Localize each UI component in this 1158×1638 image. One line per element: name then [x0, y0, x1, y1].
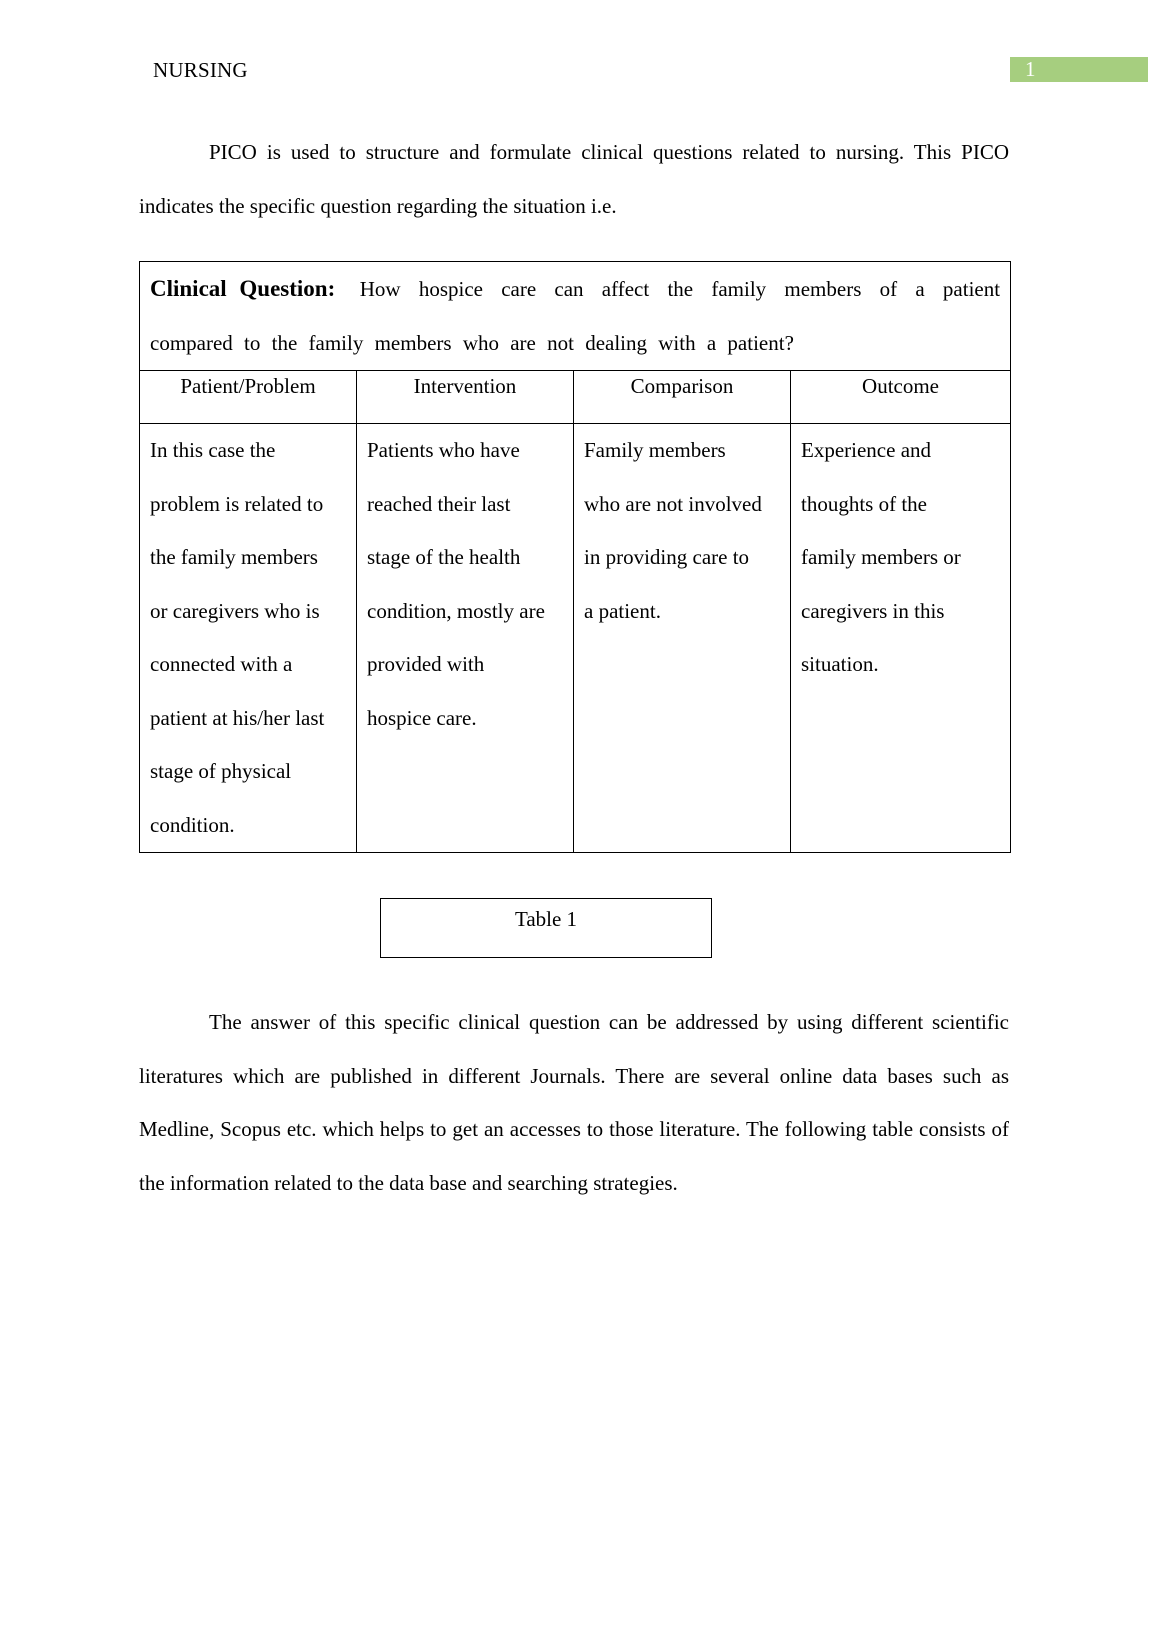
cell-line: family members or — [801, 545, 961, 569]
cell-line: situation. — [801, 652, 879, 676]
cell-line: stage of physical — [150, 759, 292, 783]
cell-line: hospice care. — [367, 705, 477, 730]
clinical-question-label: Clinical Question: — [150, 276, 336, 301]
cell-intervention — [357, 424, 574, 853]
column-header-outcome: Outcome — [791, 371, 1011, 424]
question-row — [140, 262, 1011, 371]
cell-patient-problem — [140, 424, 357, 853]
cell-outcome — [791, 424, 1011, 853]
clinical-question-text: How hospice care can affect the family members of a patient compared to the family members who are not dealing with a patient? — [150, 277, 1001, 355]
body-paragraph: The answer of this specific clinical question can be addressed by using different scientific literatures which are published in different Journals. There are several online data bases such as Medline, Scopus etc. which helps to get an accesses to those literature. The following table consists of the information related to the data base and searching strategies. — [139, 1010, 1009, 1195]
clinical-question-cell — [140, 262, 1011, 371]
cell-line: Family members — [584, 438, 726, 462]
column-header-intervention: Intervention — [357, 371, 574, 424]
column-header-comparison: Comparison — [574, 371, 791, 424]
content-row — [140, 424, 1011, 853]
cell-line: Patients who have — [367, 438, 520, 462]
table-caption: Table 1 — [380, 898, 712, 958]
cell-line: stage of the health — [367, 545, 521, 569]
cell-line: thoughts of the — [801, 491, 927, 516]
cell-line: in providing care to — [584, 545, 750, 569]
cell-line: reached their last — [367, 491, 511, 516]
pico-table — [139, 261, 1011, 853]
cell-line: who are not involved — [584, 491, 762, 516]
intro-paragraph: PICO is used to structure and formulate clinical questions related to nursing. This PICO indicates the specific question regarding the situation i.e. — [139, 140, 1009, 218]
cell-line: provided with — [367, 652, 485, 676]
cell-line: the family members — [150, 545, 318, 569]
cell-line: a patient. — [584, 598, 661, 623]
header-row — [140, 371, 1011, 424]
cell-comparison — [574, 424, 791, 853]
cell-line: Experience and — [801, 438, 932, 462]
column-header-patient-problem: Patient/Problem — [140, 371, 357, 424]
cell-line: In this case the — [150, 438, 276, 462]
cell-line: connected with a — [150, 652, 293, 676]
page-number-badge — [1010, 57, 1148, 82]
cell-line: caregivers in this — [801, 598, 945, 623]
cell-line: problem is related to — [150, 491, 324, 516]
running-header: NURSING — [153, 58, 248, 82]
cell-line: patient at his/her last — [150, 705, 325, 730]
page-number: 1 — [1025, 57, 1036, 81]
cell-line: condition. — [150, 812, 235, 837]
cell-line: condition, mostly are — [367, 598, 545, 623]
cell-line: or caregivers who is — [150, 598, 320, 623]
